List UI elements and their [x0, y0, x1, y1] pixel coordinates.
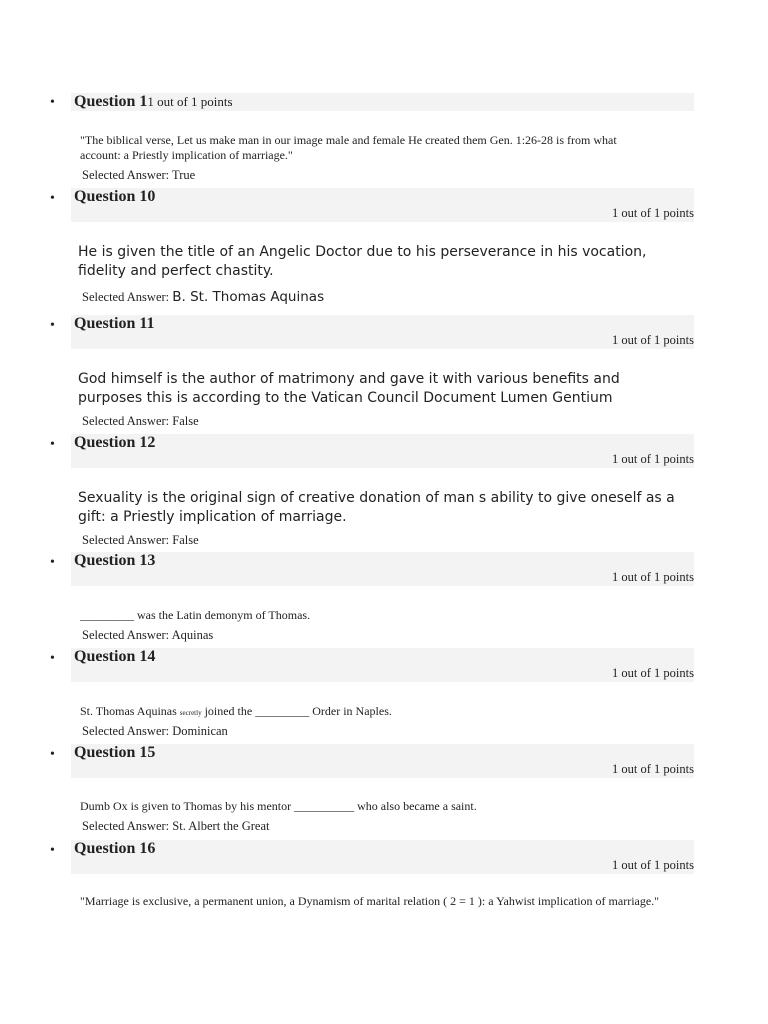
question-text: "The biblical verse, Let us make man in our image male and female He created them Gen. 1:26-28 is from what account: a Priestly implication of marriage." [80, 133, 617, 162]
bullet: • [50, 843, 55, 858]
question-title: Question 14 [74, 648, 156, 665]
question-text: St. Thomas Aquinas secretly joined the _________ Order in Naples. [80, 704, 392, 718]
selected-answer [82, 414, 199, 429]
selected-answer [82, 533, 199, 548]
question-header [71, 648, 694, 682]
bullet: • [50, 95, 55, 110]
question-header [71, 188, 694, 222]
bullet: • [50, 747, 55, 762]
question-header [71, 315, 694, 349]
selected-answer-value: False [172, 414, 199, 428]
question-points: 1 out of 1 points [612, 206, 694, 220]
question-title: Question 15 [74, 744, 156, 761]
selected-answer-value: False [172, 533, 199, 547]
question-text: He is given the title of an Angelic Doctor due to his perseverance in his vocation, fidelity and perfect chastity. [78, 244, 647, 279]
question-header [71, 744, 694, 778]
question-title: Question 13 [74, 552, 156, 569]
bullet: • [50, 437, 55, 452]
question-text: "Marriage is exclusive, a permanent union, a Dynamism of marital relation ( 2 = 1 ): a Yahwist implication of marriage." [80, 894, 660, 908]
question-text: _________ was the Latin demonym of Thomas. [80, 608, 311, 622]
selected-answer-value: St. Albert the Great [172, 819, 270, 833]
bullet: • [50, 191, 55, 206]
selected-answer-label: Selected Answer: [82, 628, 170, 642]
bullet: • [50, 318, 55, 333]
question-text: Sexuality is the original sign of creative donation of man s ability to give oneself as a gift: a Priestly implication of marriage. [78, 490, 675, 525]
question-title: Question 11 [74, 315, 155, 332]
selected-answer-value: Aquinas [171, 628, 214, 642]
question-header [71, 552, 694, 586]
selected-answer [82, 168, 195, 183]
selected-answer-label: Selected Answer: [82, 290, 170, 304]
question-title: Question 10 [74, 188, 156, 205]
selected-answer [82, 724, 228, 739]
selected-answer-label: Selected Answer: [82, 533, 170, 547]
selected-answer [82, 628, 213, 643]
question-header [71, 840, 694, 874]
selected-answer-value: B. St. Thomas Aquinas [172, 289, 325, 305]
question-points: 1 out of 1 points [612, 452, 694, 466]
small-text: secretly [179, 709, 202, 717]
bullet: • [50, 651, 55, 666]
selected-answer [82, 290, 324, 305]
question-points: 1 out of 1 points [612, 333, 694, 347]
selected-answer-value: True [172, 168, 196, 182]
question-header [71, 434, 694, 468]
selected-answer-label: Selected Answer: [82, 414, 170, 428]
question-title: Question 16 [74, 840, 156, 857]
selected-answer-value: Dominican [172, 724, 228, 738]
question-points: 1 out of 1 points [147, 94, 233, 109]
question-points: 1 out of 1 points [612, 570, 694, 584]
selected-answer [82, 819, 269, 834]
selected-answer-label: Selected Answer: [82, 168, 170, 182]
question-header [71, 93, 694, 111]
question-points: 1 out of 1 points [612, 858, 694, 872]
question-points: 1 out of 1 points [612, 762, 694, 776]
selected-answer-label: Selected Answer: [82, 724, 170, 738]
selected-answer-label: Selected Answer: [82, 819, 170, 833]
question-title: Question 12 [74, 434, 156, 451]
bullet: • [50, 555, 55, 570]
question-title: Question 11 out of 1 points [74, 93, 233, 110]
question-points: 1 out of 1 points [612, 666, 694, 680]
question-text: God himself is the author of matrimony and gave it with various benefits and purposes this is according to the Vatican Council Document Lumen Gentium [78, 371, 620, 406]
question-text: Dumb Ox is given to Thomas by his mentor __________ who also became a saint. [80, 799, 477, 813]
